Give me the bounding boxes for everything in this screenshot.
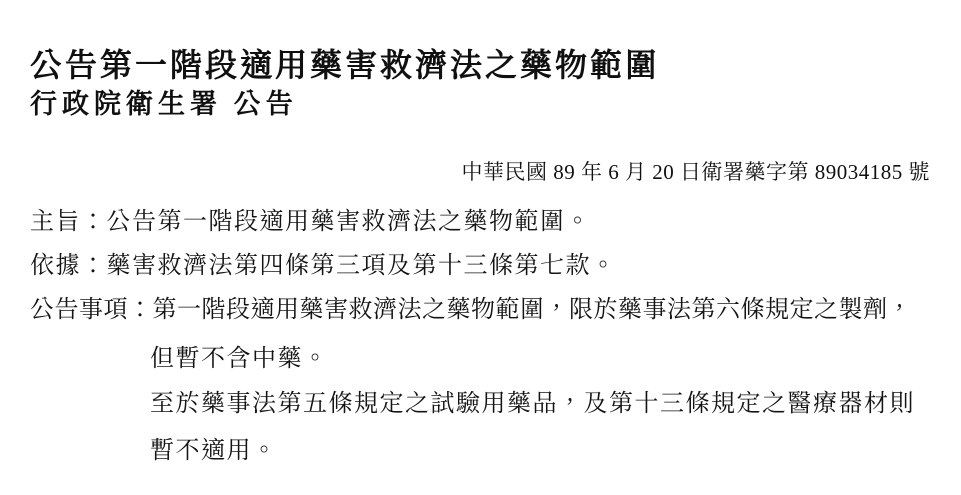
announcement-item-line-4: 暫不適用。	[150, 438, 278, 464]
announcement-item-line-2: 但暫不含中藥。	[150, 346, 329, 372]
issuing-agency-line: 行政院衛生署 公告	[30, 89, 298, 119]
subject-line: 主旨：公告第一階段適用藥害救濟法之藥物範圍。	[30, 209, 591, 235]
announcement-item-line-1: 公告事項：第一階段適用藥害救濟法之藥物範圍，限於藥事法第六條規定之製劑，	[30, 297, 912, 323]
document-title: 公告第一階段適用藥害救濟法之藥物範圍	[30, 47, 661, 84]
legal-basis-line: 依據：藥害救濟法第四條第三項及第十三條第七款。	[30, 253, 617, 279]
date-reference-number-line: 中華民國 89 年 6 月 20 日衛署藥字第 89034185 號	[461, 160, 930, 184]
announcement-item-line-3: 至於藥事法第五條規定之試驗用藥品，及第十三條規定之醫療器材則	[150, 391, 915, 417]
